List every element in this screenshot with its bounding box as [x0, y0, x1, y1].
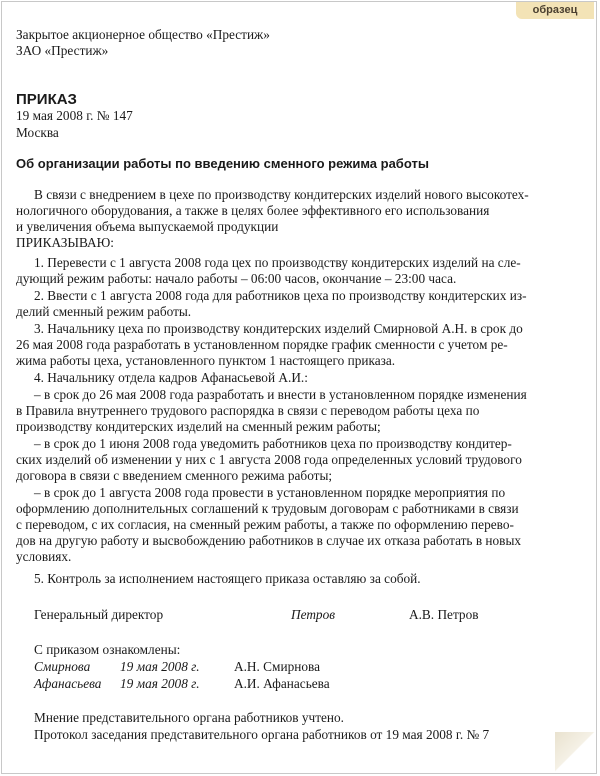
page-fold-corner: [555, 732, 595, 772]
body-line: 2. Ввести с 1 августа 2008 года для работников цеха по производству кондитерских из-: [34, 288, 527, 303]
date-number: 19 мая 2008 г. № 147: [16, 108, 133, 123]
footer-opinion: Мнение представительного органа работников учтено.: [34, 710, 344, 725]
ack-sign: Афанасьева: [34, 676, 102, 691]
signer-position: Генеральный директор: [34, 607, 164, 622]
order-subject: Об организации работы по введению сменного режима работы: [16, 156, 429, 171]
signer-name: А.В. Петров: [409, 607, 479, 622]
company-short-name: ЗАО «Престиж»: [16, 43, 109, 58]
body-line: – в срок до 1 августа 2008 года провести в установленном порядке мероприятия по: [34, 485, 506, 500]
footer-protocol: Протокол заседания представительного органа работников от 19 мая 2008 г. № 7: [34, 727, 490, 742]
ack-date: 19 мая 2008 г.: [120, 676, 200, 691]
body-line: производству кондитерских изделий на сменный режим работы;: [16, 419, 381, 434]
body-line: дующий режим работы: начало работы – 06:00 часов, окончание – 23:00 часа.: [16, 271, 457, 286]
body-line: делий сменный режим работы.: [16, 304, 192, 319]
body-line: с переводом, с их согласия, на сменный режим работы, а также по оформлению перево-: [16, 517, 514, 532]
city: Москва: [16, 125, 59, 140]
body-line: ских изделий об изменении у них с 1 августа 2008 года определенных условий трудового: [16, 452, 522, 467]
ack-name: А.Н. Смирнова: [234, 659, 320, 674]
ack-sign: Смирнова: [34, 659, 91, 674]
company-full-name: Закрытое акционерное общество «Престиж»: [16, 27, 270, 42]
body-line: нологичного оборудования, а также в целях более эффективного его использования: [16, 203, 490, 218]
body-line: оформлению дополнительных соглашений к трудовым договорам с работниками в связи: [16, 501, 519, 516]
body-line: ПРИКАЗЫВАЮ:: [16, 235, 114, 250]
body-line: 3. Начальнику цеха по производству кондитерских изделий Смирновой А.Н. в срок до: [34, 321, 523, 336]
body-line: 5. Контроль за исполнением настоящего приказа оставляю за собой.: [34, 571, 421, 586]
ack-name: А.И. Афанасьева: [234, 676, 330, 691]
body-line: 26 мая 2008 года разработать в установленном порядке график сменности с учетом ре-: [16, 337, 508, 352]
acknowledged-label: С приказом ознакомлены:: [34, 642, 181, 657]
body-line: условиях.: [16, 549, 72, 564]
ack-date: 19 мая 2008 г.: [120, 659, 200, 674]
body-line: и увеличения объема выпускаемой продукции: [16, 219, 279, 234]
body-line: 4. Начальнику отдела кадров Афанасьевой А.И.:: [34, 370, 308, 385]
doc-type: ПРИКАЗ: [16, 91, 77, 108]
body-line: В связи с внедрением в цехе по производству кондитерских изделий нового высокотех-: [34, 187, 529, 202]
body-line: договора в связи с введением сменного режима работы;: [16, 468, 333, 483]
sample-tab: образец: [516, 2, 594, 19]
body-line: дов на другую работу и высвобождению работников в случае их отказа работать в новых: [16, 533, 522, 548]
body-line: в Правила внутреннего трудового распорядка в связи с переводом работы цеха по: [16, 403, 480, 418]
body-line: 1. Перевести с 1 августа 2008 года цех по производству кондитерских изделий на сле-: [34, 255, 521, 270]
body-line: жима работы цеха, установленного пунктом 1 настоящего приказа.: [16, 353, 396, 368]
signer-signature: Петров: [291, 607, 336, 622]
document-page: [1, 1, 597, 774]
body-line: – в срок до 26 мая 2008 года разработать и внести в установленном порядке изменения: [34, 387, 527, 402]
body-line: – в срок до 1 июня 2008 года уведомить работников цеха по производству кондитер-: [34, 436, 512, 451]
